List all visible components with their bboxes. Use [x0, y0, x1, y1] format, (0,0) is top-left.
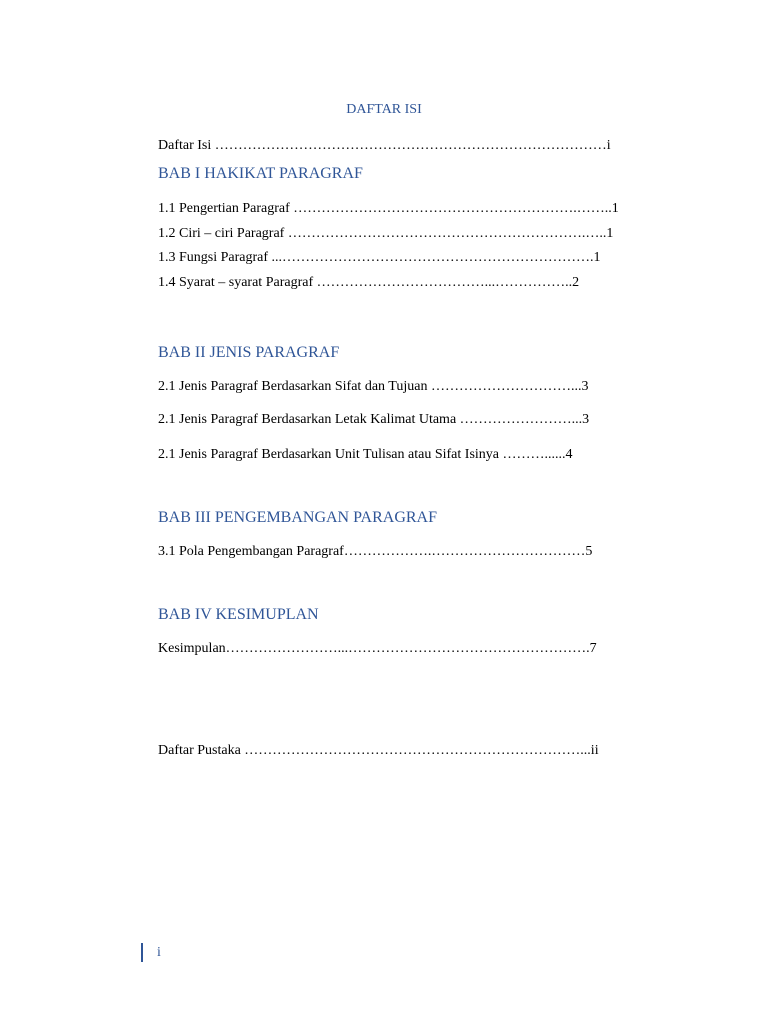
chapter-heading-bab-4: BAB IV KESIMUPLAN: [158, 606, 319, 623]
toc-entry-daftar-isi: Daftar Isi …………………………………………………………………………i: [158, 138, 611, 153]
page-number: i: [157, 945, 161, 960]
toc-entry: Kesimpulan……………………...…………………………………………….7: [158, 641, 597, 656]
toc-entry-daftar-pustaka: Daftar Pustaka ………………………………………………………………...ii: [158, 743, 599, 758]
toc-entry: 1.2 Ciri – ciri Paragraf ……………………………………………………….…..1: [158, 226, 614, 241]
toc-entry: 2.1 Jenis Paragraf Berdasarkan Letak Kalimat Utama ……………………...3: [158, 412, 590, 427]
toc-entry: 2.1 Jenis Paragraf Berdasarkan Unit Tulisan atau Sifat Isinya ………......4: [158, 447, 573, 462]
chapter-heading-bab-2: BAB II JENIS PARAGRAF: [158, 344, 340, 361]
toc-entry: 1.4 Syarat – syarat Paragraf ………………………………...……………..2: [158, 275, 580, 290]
page-title: DAFTAR ISI: [346, 102, 422, 117]
chapter-heading-bab-3: BAB III PENGEMBANGAN PARAGRAF: [158, 509, 437, 526]
toc-entry: 3.1 Pola Pengembangan Paragraf……………….……………………………5: [158, 544, 593, 559]
footer-divider: [141, 943, 143, 962]
toc-entry: 1.1 Pengertian Paragraf …………………………………………………….……..1: [158, 201, 619, 216]
toc-entry: 2.1 Jenis Paragraf Berdasarkan Sifat dan Tujuan …………………………...3: [158, 379, 589, 394]
chapter-heading-bab-1: BAB I HAKIKAT PARAGRAF: [158, 165, 363, 182]
toc-entry: 1.3 Fungsi Paragraf ...………………………………………………………….1: [158, 250, 601, 265]
